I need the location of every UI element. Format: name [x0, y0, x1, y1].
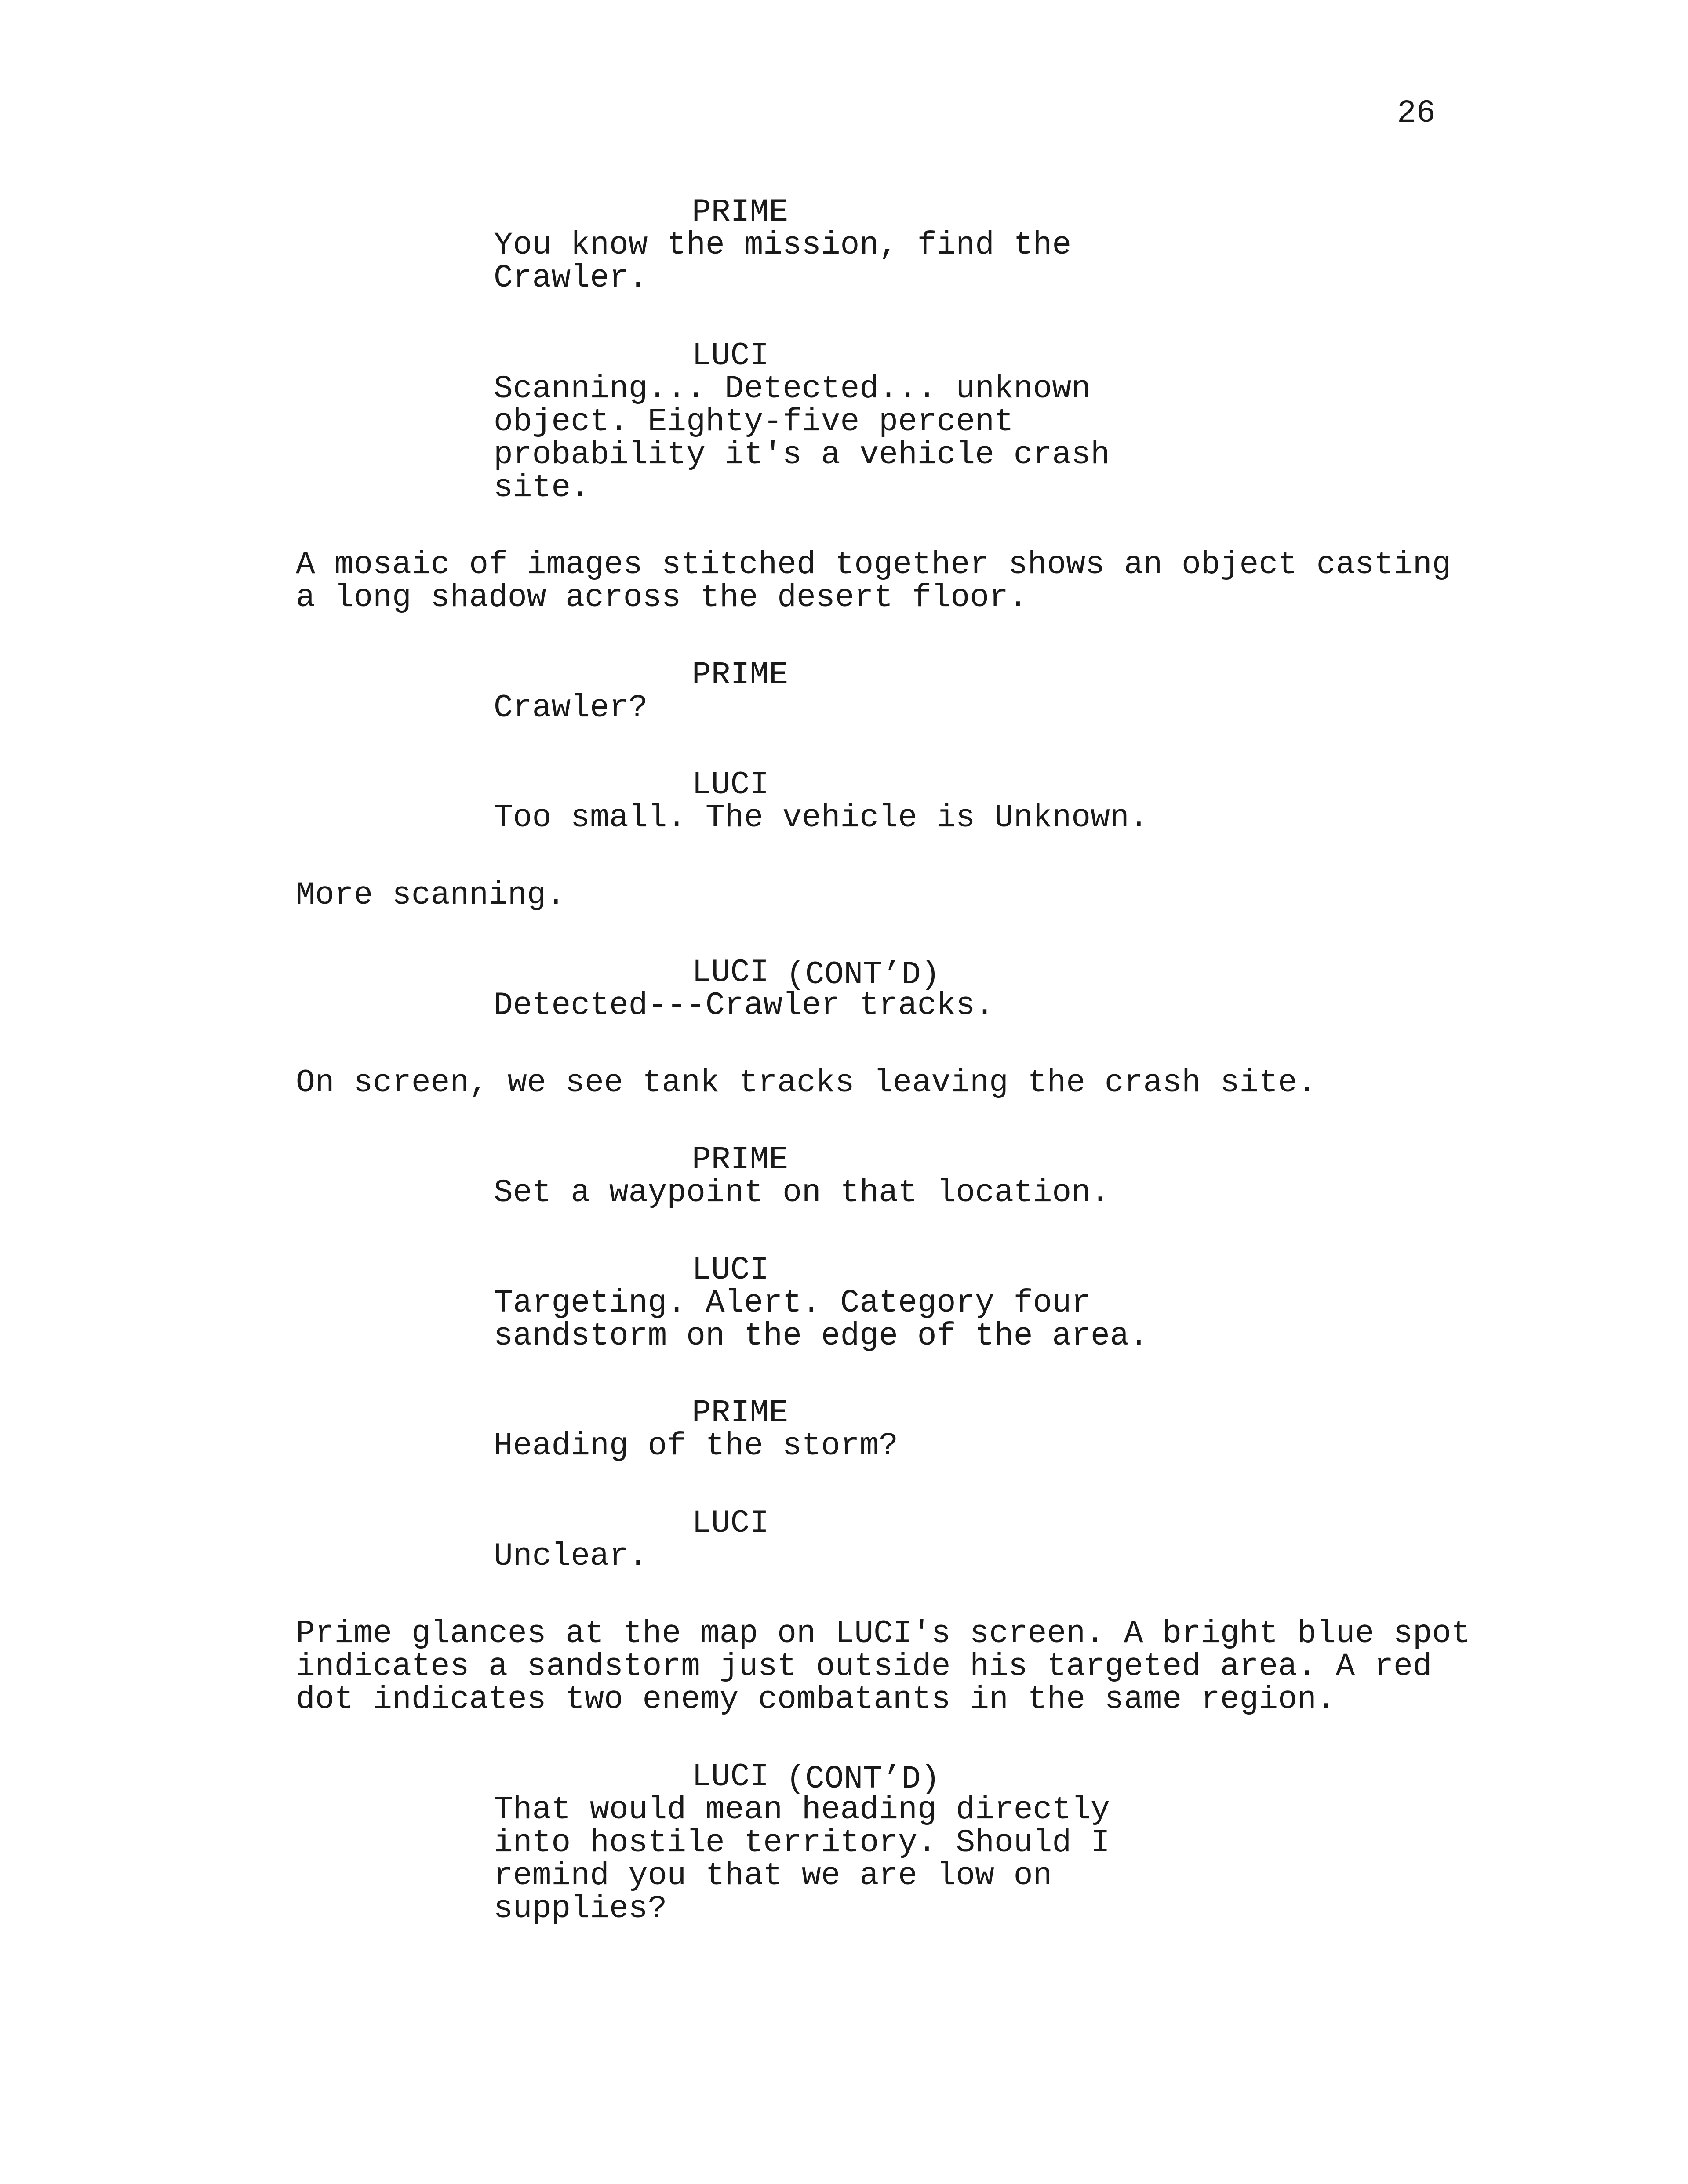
character-name: PRIME [692, 657, 789, 693]
action-line: A mosaic of images stitched together shows an object casting [296, 546, 1452, 583]
dialogue-line: You know the mission, find the [494, 227, 1072, 263]
character-name: LUCI [692, 1252, 769, 1288]
dialogue-line: Targeting. Alert. Category four [494, 1285, 1091, 1321]
action-line: More scanning. [296, 877, 566, 913]
action-line: indicates a sandstorm just outside his targeted area. A red [296, 1648, 1432, 1685]
page-number: 26 [1397, 95, 1436, 131]
dialogue-line: Detected---Crawler tracks. [494, 987, 994, 1024]
dialogue-line: Too small. The vehicle is Unknown. [494, 799, 1149, 836]
character-name: LUCI [692, 338, 769, 374]
character-name: LUCI [692, 1505, 769, 1541]
dialogue-line: Crawler. [494, 260, 648, 296]
character-name: PRIME [692, 1395, 789, 1431]
dialogue-line: Set a waypoint on that location. [494, 1174, 1110, 1211]
character-name: LUCI [692, 767, 769, 803]
character-name: LUCI [692, 1759, 769, 1795]
dialogue-line: remind you that we are low on [494, 1857, 1052, 1894]
dialogue-line: That would mean heading directly [494, 1792, 1110, 1828]
action-line: a long shadow across the desert floor. [296, 579, 1028, 616]
dialogue-line: Unclear. [494, 1538, 648, 1574]
dialogue-line: into hostile territory. Should I [494, 1824, 1110, 1861]
dialogue-line: sandstorm on the edge of the area. [494, 1318, 1149, 1354]
dialogue-line: site. [494, 469, 590, 506]
action-line: On screen, we see tank tracks leaving the crash site. [296, 1065, 1317, 1101]
dialogue-line: object. Eighty-five percent [494, 403, 1014, 440]
action-line: dot indicates two enemy combatants in the same region. [296, 1681, 1336, 1718]
character-name: PRIME [692, 1141, 789, 1178]
character-extension: (CONT’D) [786, 956, 940, 993]
dialogue-line: Crawler? [494, 690, 648, 726]
dialogue-line: probability it's a vehicle crash [494, 436, 1110, 473]
dialogue-line: Scanning... Detected... unknown [494, 371, 1091, 407]
dialogue-line: supplies? [494, 1890, 667, 1927]
character-name: PRIME [692, 194, 789, 230]
character-name: LUCI [692, 954, 769, 991]
action-line: Prime glances at the map on LUCI's screen. A bright blue spot [296, 1615, 1471, 1652]
dialogue-line: Heading of the storm? [494, 1428, 898, 1464]
character-extension: (CONT’D) [786, 1761, 940, 1797]
